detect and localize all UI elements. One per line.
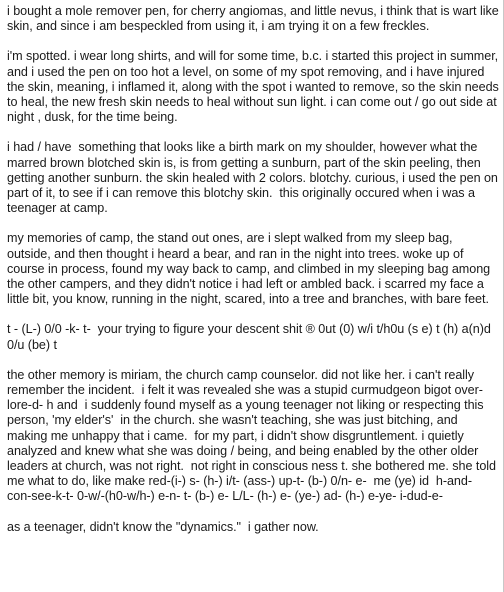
document-body (7, 4, 503, 550)
paragraph-spotted: i'm spotted. i wear long shirts, and will for some time, b.c. i started this project in summer, and i used the pen on too hot a level, on some of my spot removing, and i have injured the skin, meaning, i inflamed it, along with the spot i wanted to remove, so the skin needs to heal, the new fresh skin needs to heal without sun light. i can come out / go out side at night , dusk, for the time being. (7, 49, 503, 125)
paragraph-teenager: as a teenager, didn't know the "dynamics." i gather now. (7, 519, 319, 534)
paragraph-birth-mark: i had / have something that looks like a birth mark on my shoulder, however what the marred brown blotched skin is, is from getting a sunburn, part of the skin peeling, then getting another sunburn. the skin healed with 2 colors. blotchy. curious, i used the pen on part of it, to see if i can remove this blotchy skin. this originally occured when i was a teenager at camp. (7, 140, 502, 216)
paragraph-miriam: the other memory is miriam, the church camp counselor. did not like her. i can't really remember the incident. i felt it was revealed she was a stupid curmudgeon bigot over-lore-d- h and i suddenly found myself as a young teenager not liking or respecting this person, 'my elder's' in the church. she wasn't teaching, she was just bitching, and making me unhappy that i came. for my part, i didn't show disgruntlement. i quietly analyzed and knew what she was doing / being, and being enabled by the other older leaders at church, was not right. not right in conscious ness t. she bothered me. she told me what to do, like make red-(i-) s- (h-) i/t- (ass-) up-t- (b-) 0/n- e- me (ye) id h-and- con-see-k-t- 0-w/-(h0-w/h-) e-n- t- (b-) e- L/L- (h-) e- (ye-) ad- (h-) e-ye- i-dud-e- (7, 367, 500, 504)
paragraph-mole-remover-pen: i bought a mole remover pen, for cherry angiomas, and little nevus, i think that is wart like skin, and since i am bespeckled from using it, i am trying it on a few freckles. (7, 4, 503, 34)
paragraph-cipher-line: t - (L-) 0/0 -k- t- your trying to figure your descent shit ® 0ut (0) w/i t/h0u (s e) t (h) a(n)d 0/u (be) t (7, 322, 495, 352)
paragraph-camp-memories: my memories of camp, the stand out ones, are i slept walked from my sleep bag, outside, and then thought i heard a bear, and ran in the night into trees. woke up of course in process, found my way back to camp, and climbed in my sleeping bag among the other campers, and they didn't notice i had left or ambled back. i scarred my face a little bit, you know, running in the night, scared, into a tree and branches, with bare feet. (7, 231, 494, 307)
